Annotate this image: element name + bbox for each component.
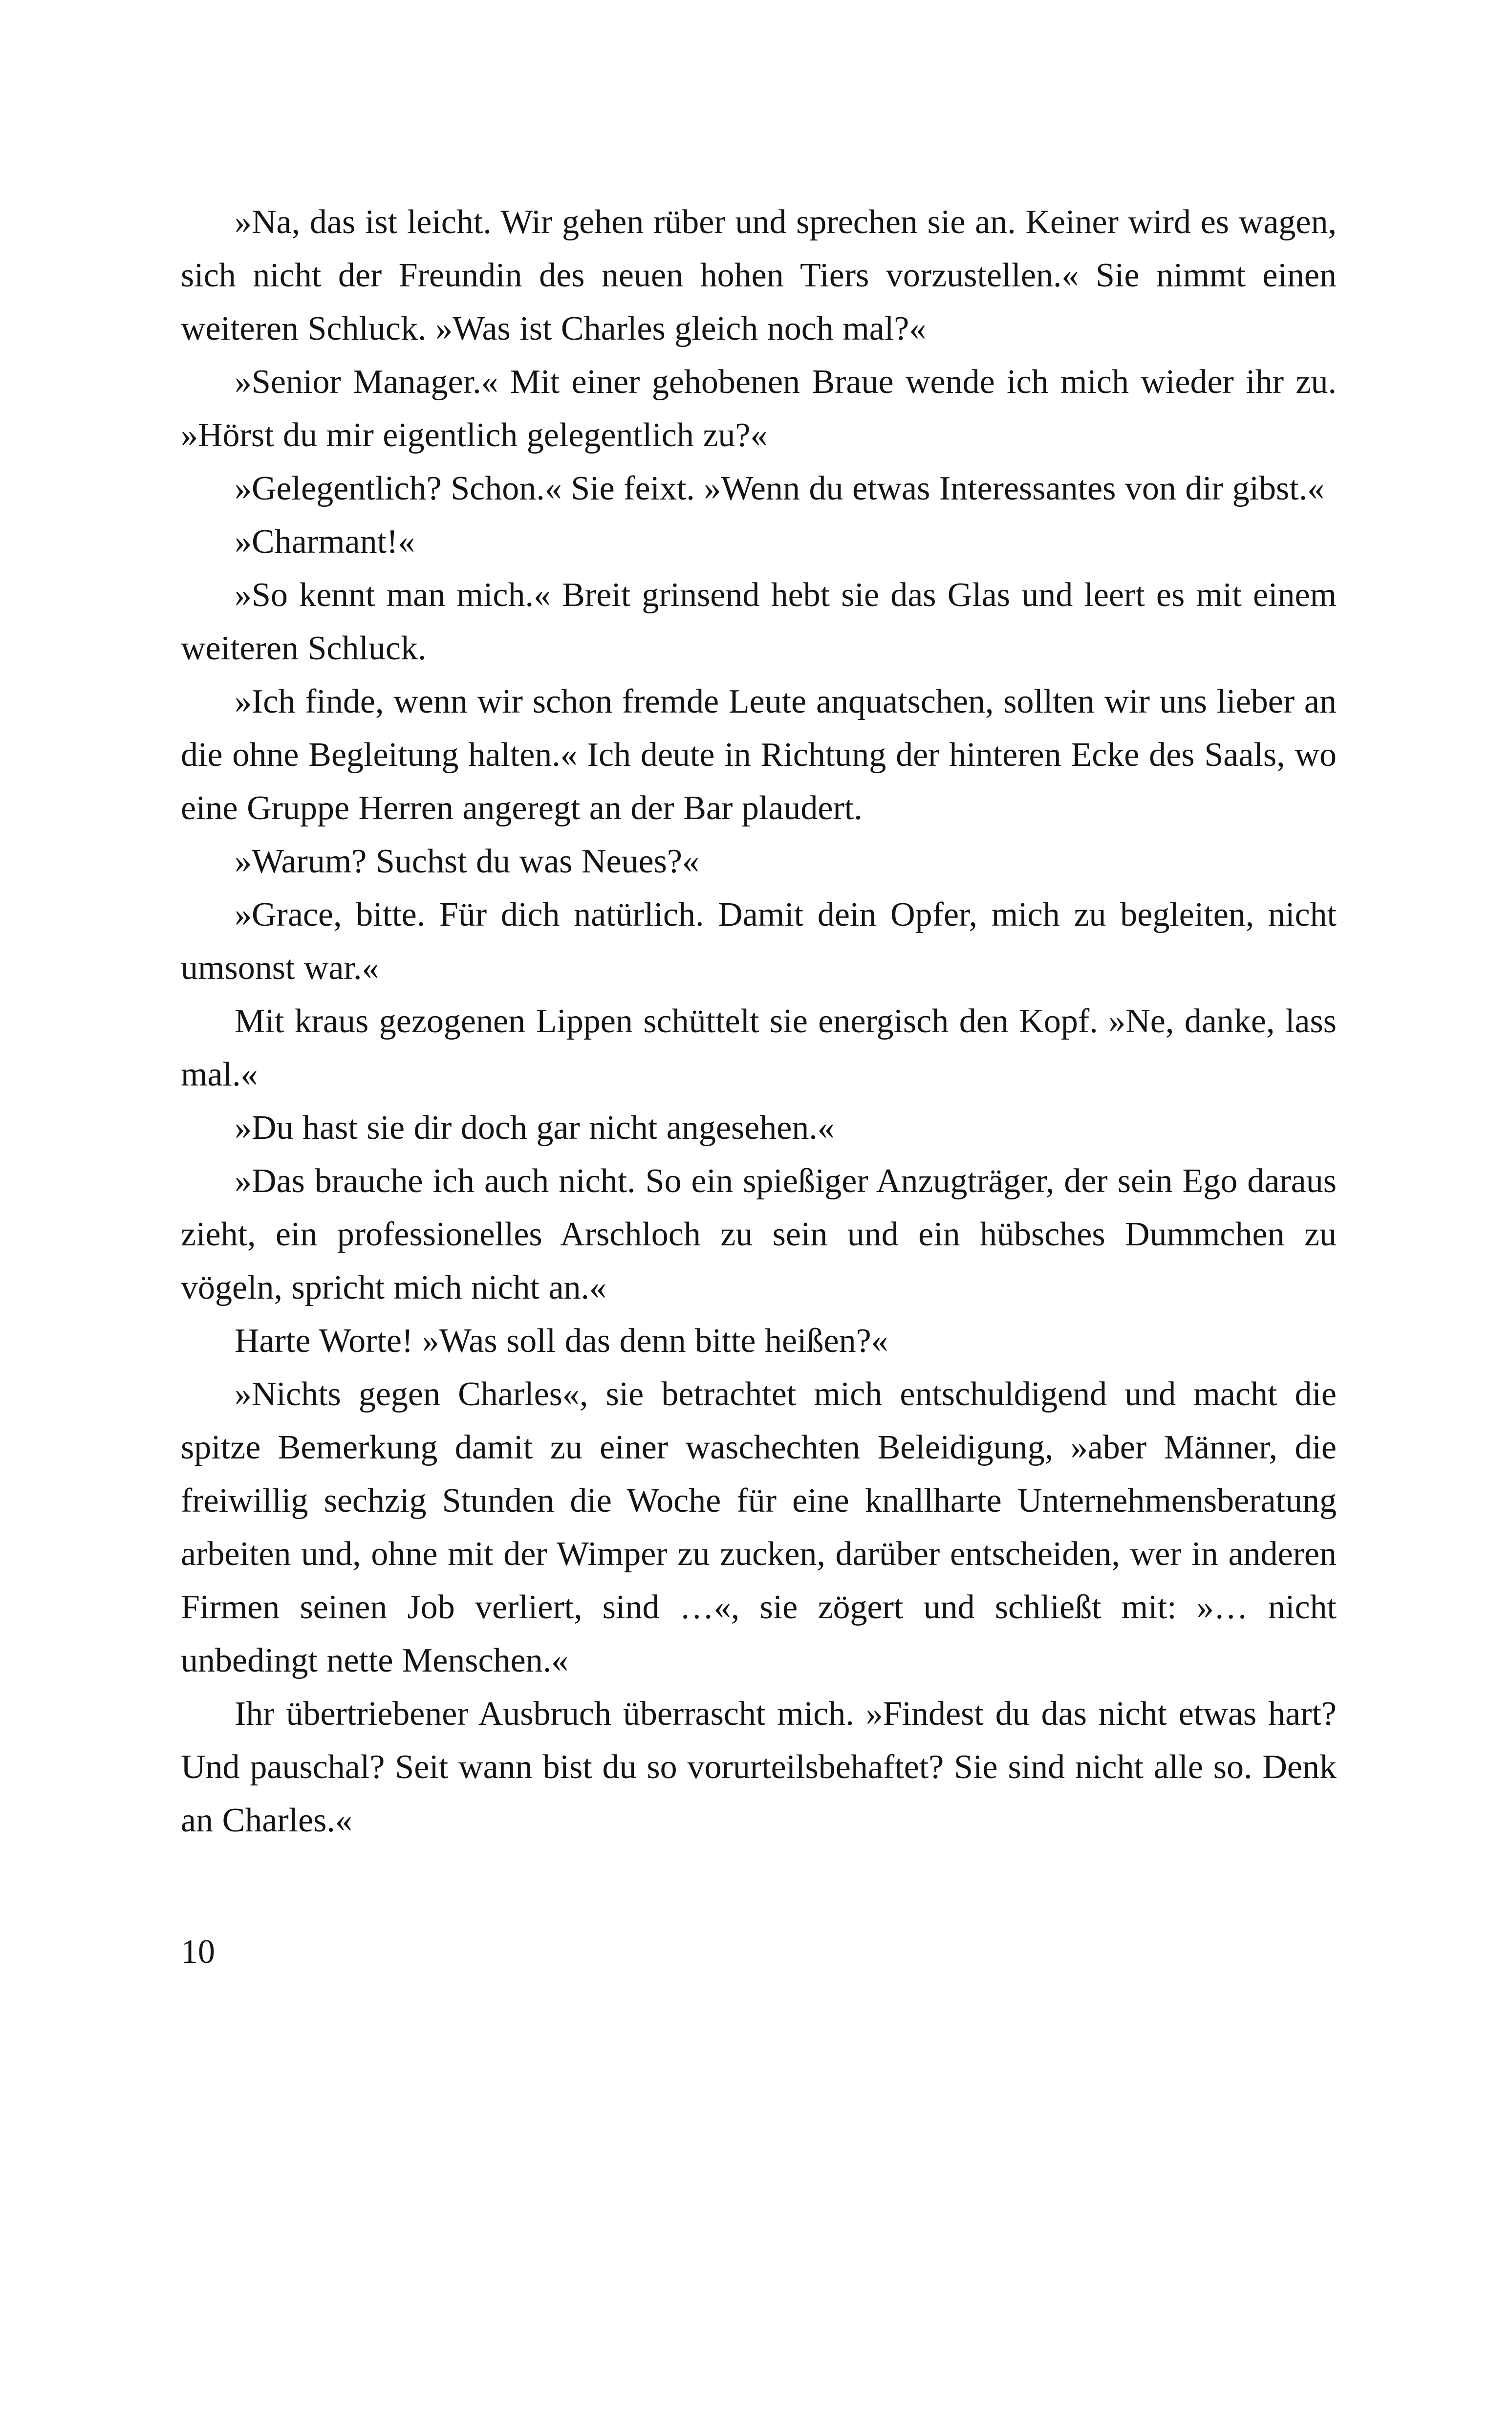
- paragraph: »Gelegentlich? Schon.« Sie feixt. »Wenn du etwas Interessantes von dir gibst.«: [235, 470, 1325, 507]
- paragraph: »Nichts gegen Charles«, sie betrachtet mich entschuldigend und macht die spitze Bemerkung damit zu einer waschechten Beleidigung, »aber Männer, die freiwillig sechzig Stunden die Woche für eine knallharte Unternehmensberatung arbeiten und, ohne mit der Wimper zu zucken, darüber entscheiden, wer in anderen Firmen seinen Job verliert, sind …«, sie zögert und schließt mit: »… nicht unbedingt nette Menschen.«: [181, 1375, 1337, 1679]
- paragraph: »Senior Manager.« Mit einer gehobenen Braue wende ich mich wieder ihr zu. »Hörst du mir eigentlich gelegentlich zu?«: [181, 363, 1337, 454]
- body-text: [181, 196, 1337, 1847]
- paragraph: »So kennt man mich.« Breit grinsend hebt sie das Glas und leert es mit einem weiteren Schluck.: [181, 576, 1337, 667]
- paragraph: Mit kraus gezogenen Lippen schüttelt sie energisch den Kopf. »Ne, danke, lass mal.«: [181, 1002, 1337, 1093]
- paragraph: »Warum? Suchst du was Neues?«: [235, 843, 699, 880]
- paragraph: »Das brauche ich auch nicht. So ein spießiger Anzugträger, der sein Ego daraus zieht, ein professionelles Arschloch zu sein und ein hübsches Dummchen zu vögeln, spricht mich nicht an.«: [181, 1162, 1337, 1306]
- paragraph: Harte Worte! »Was soll das denn bitte heißen?«: [235, 1322, 888, 1360]
- paragraph: »Charmant!«: [235, 523, 415, 561]
- page-number: 10: [181, 1933, 215, 1971]
- paragraph: »Du hast sie dir doch gar nicht angesehen.«: [235, 1109, 835, 1147]
- paragraph: »Ich finde, wenn wir schon fremde Leute anquatschen, sollten wir uns lieber an die ohne Begleitung halten.« Ich deute in Richtung der hinteren Ecke des Saals, wo eine Gruppe Herren angeregt an der Bar plaudert.: [181, 683, 1337, 827]
- paragraph: »Na, das ist leicht. Wir gehen rüber und sprechen sie an. Keiner wird es wagen, sich nicht der Freundin des neuen hohen Tiers vorzustellen.« Sie nimmt einen weiteren Schluck. »Was ist Charles gleich noch mal?«: [181, 203, 1337, 348]
- paragraph: Ihr übertriebener Ausbruch überrascht mich. »Findest du das nicht etwas hart? Und pauschal? Seit wann bist du so vorurteilsbehaftet? Sie sind nicht alle so. Denk an Charles.«: [181, 1695, 1337, 1839]
- paragraph: »Grace, bitte. Für dich natürlich. Damit dein Opfer, mich zu begleiten, nicht umsonst war.«: [181, 896, 1337, 987]
